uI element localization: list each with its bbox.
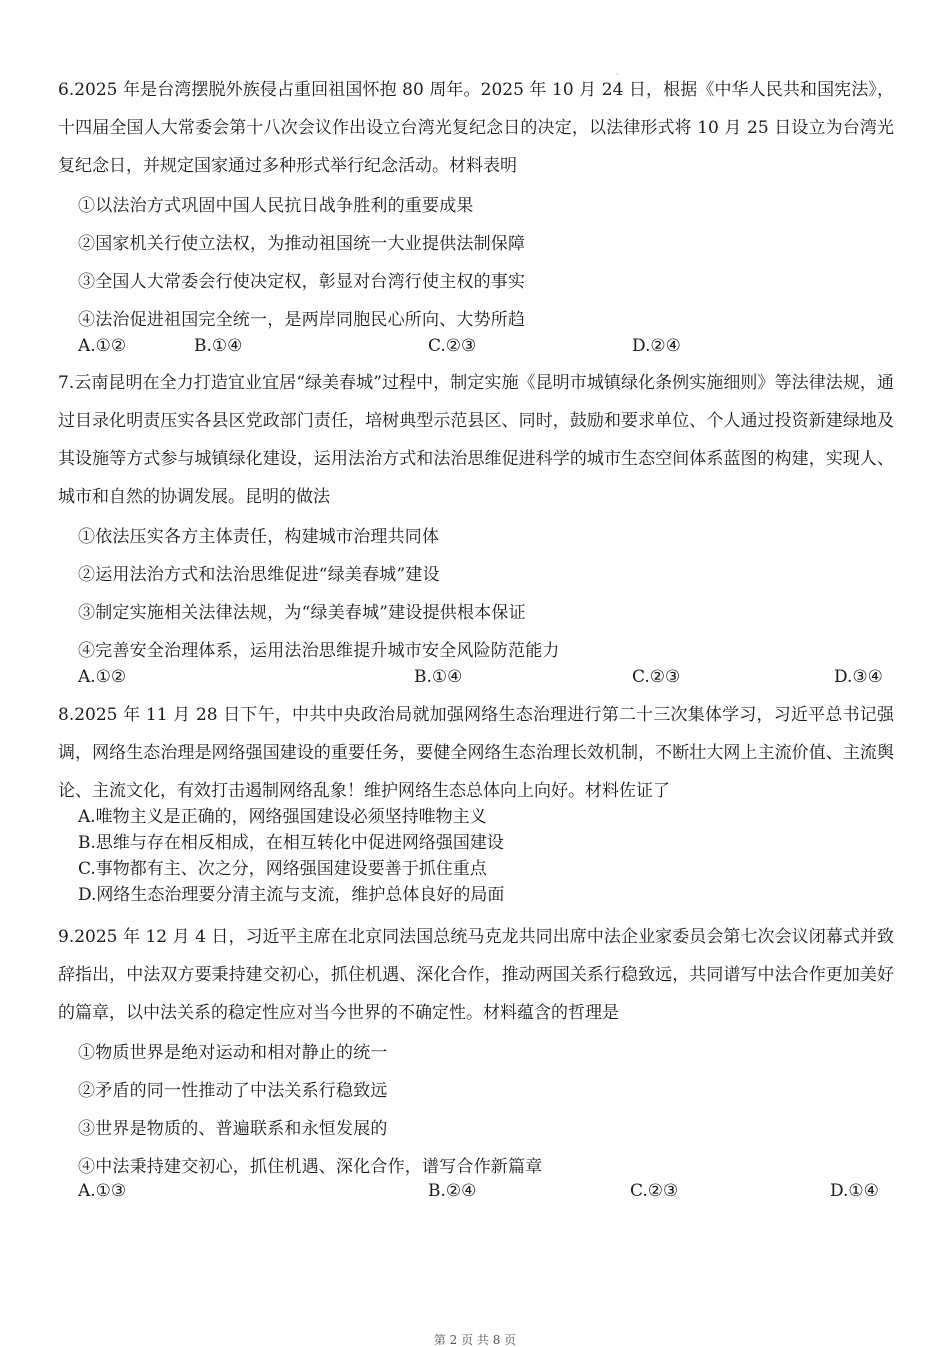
question-7-option-a[interactable]: A.①② xyxy=(78,667,127,687)
question-8-option-c[interactable]: C.事物都有主、次之分，网络强国建设要善于抓住重点 xyxy=(78,859,487,879)
question-6-option-c[interactable]: C.②③ xyxy=(428,336,477,356)
question-6-item-1: ①以法治方式巩固中国人民抗日战争胜利的重要成果 xyxy=(78,196,474,216)
question-9-item-3: ③世界是物质的、普遍联系和永恒发展的 xyxy=(78,1119,388,1139)
question-7-option-d[interactable]: D.③④ xyxy=(834,667,883,687)
question-6-option-b[interactable]: B.①④ xyxy=(194,336,243,356)
question-6-option-d[interactable]: D.②④ xyxy=(632,336,681,356)
question-8-option-d[interactable]: D.网络生态治理要分清主流与支流，维护总体良好的局面 xyxy=(78,885,505,905)
question-7-stem: 7.云南昆明在全力打造宜业宜居“绿美春城”过程中，制定实施《昆明市城镇绿化条例实施细则》等法律法规，通过目录化明责压实各县区党政部门责任，培树典型示范县区、同时，鼓励和要求单位、个人通过投资新建绿地及其设施等方式参与城镇绿化建设，运用法治方式和法治思维促进科学的城市生态空间体系蓝图的构建，实现人、城市和自然的协调发展。昆明的做法 xyxy=(58,373,894,507)
question-8-stem: 8.2025 年 11 月 28 日下午，中共中央政治局就加强网络生态治理进行第二十三次集体学习，习近平总书记强调，网络生态治理是网络强国建设的重要任务，要健全网络生态治理长效机制，不断壮大网上主流价值、主流舆论、主流文化，有效打击遏制网络乱象！维护网络生态总体向上向好。材料佐证了 xyxy=(58,705,894,801)
question-7-item-3: ③制定实施相关法律法规，为“绿美春城”建设提供根本保证 xyxy=(78,603,526,623)
question-9-item-4: ④中法秉持建交初心，抓住机遇、深化合作，谱写合作新篇章 xyxy=(78,1157,543,1177)
question-6-option-a[interactable]: A.①② xyxy=(78,336,127,356)
question-6-item-2: ②国家机关行使立法权，为推动祖国统一大业提供法制保障 xyxy=(78,234,526,254)
page-footer: 第 2 页 共 8 页 xyxy=(433,1333,517,1347)
question-7-option-b[interactable]: B.①④ xyxy=(414,667,463,687)
question-9-stem: 9.2025 年 12 月 4 日，习近平主席在北京同法国总统马克龙共同出席中法企业家委员会第七次会议闭幕式并致辞指出，中法双方要秉持建交初心，抓住机遇、深化合作，推动两国关系行稳致远，共同谱写中法合作更加美好的篇章，以中法关系的稳定性应对当今世界的不确定性。材料蕴含的哲理是 xyxy=(58,927,894,1023)
question-9-option-b[interactable]: B.②④ xyxy=(428,1181,477,1201)
question-6-item-3: ③全国人大常委会行使决定权，彰显对台湾行使主权的事实 xyxy=(78,272,526,292)
question-9-item-2: ②矛盾的同一性推动了中法关系行稳致远 xyxy=(78,1081,388,1101)
question-9-option-d[interactable]: D.①④ xyxy=(830,1181,879,1201)
question-7-option-c[interactable]: C.②③ xyxy=(632,667,681,687)
question-9-option-a[interactable]: A.①③ xyxy=(78,1181,127,1201)
question-9-item-1: ①物质世界是绝对运动和相对静止的统一 xyxy=(78,1043,388,1063)
question-9-option-c[interactable]: C.②③ xyxy=(630,1181,679,1201)
question-7-item-4: ④完善安全治理体系，运用法治思维提升城市安全风险防范能力 xyxy=(78,641,560,661)
question-6-stem: 6.2025 年是台湾摆脱外族侵占重回祖国怀抱 80 周年。2025 年 10 月 24 日，根据《中华人民共和国宪法》，十四届全国人大常委会第十八次会议作出设立台湾光复纪念日的决定，以法律形式将 10 月 25 日设立为台湾光复纪念日，并规定国家通过多种形式举行纪念活动。材料表明 xyxy=(58,80,894,176)
question-8-option-a[interactable]: A.唯物主义是正确的，网络强国建设必须坚持唯物主义 xyxy=(78,807,487,827)
question-7-item-1: ①依法压实各方主体责任，构建城市治理共同体 xyxy=(78,527,440,547)
question-7-item-2: ②运用法治方式和法治思维促进“绿美春城”建设 xyxy=(78,565,440,585)
question-6-item-4: ④法治促进祖国完全统一，是两岸同胞民心所向、大势所趋 xyxy=(78,310,526,330)
scan-dot: · xyxy=(616,70,619,79)
question-8-option-b[interactable]: B.思维与存在相反相成，在相互转化中促进网络强国建设 xyxy=(78,833,504,853)
